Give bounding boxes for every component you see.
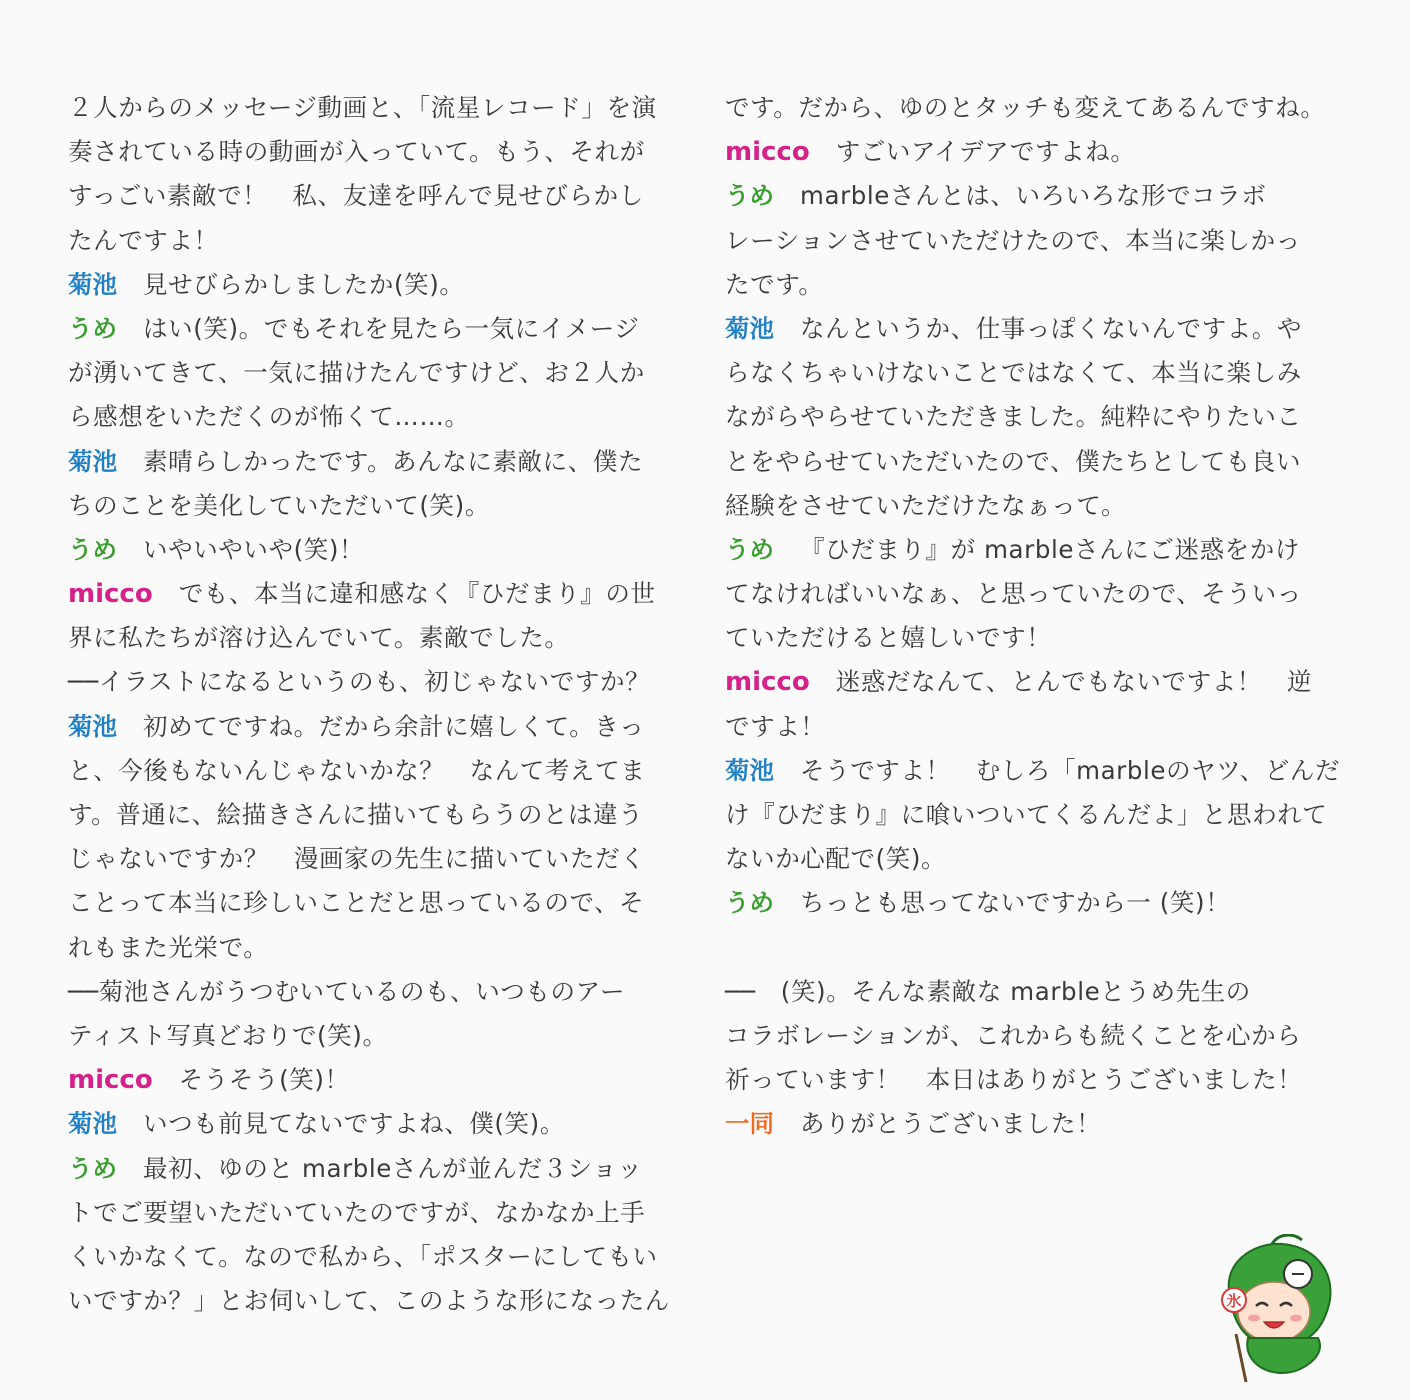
line-text: け『ひだまり』に喰いついてくるんだよ」と思われて — [725, 800, 1328, 829]
text-line — [68, 616, 658, 660]
line-text: じゃないですか？ 漫画家の先生に描いていただく — [68, 844, 646, 874]
text-line — [68, 1235, 658, 1279]
text-line — [68, 660, 658, 704]
text-line — [68, 86, 658, 130]
line-text: でも、本当に違和感なく『ひだまり』の世 — [178, 579, 656, 609]
speaker-name: micco — [725, 137, 810, 168]
line-text: いですか？」とお伺いして、このような形になったん — [68, 1286, 670, 1316]
badge-label: 氷 — [1226, 1292, 1242, 1310]
dialogue-line — [725, 130, 1315, 174]
line-text: と、今後もないんじゃないかな？ なんて考えてま — [68, 755, 646, 785]
text-line — [725, 1014, 1315, 1058]
text-line — [68, 174, 658, 218]
text-line — [725, 351, 1315, 395]
dialogue-line — [725, 307, 1315, 351]
text-line — [725, 616, 1315, 660]
speaker-name: うめ — [68, 1153, 117, 1183]
line-text: 初めてですね。だから余計に嬉しくて。きっ — [143, 711, 645, 741]
text-line — [725, 926, 1315, 970]
line-text: ティスト写真どおりで(笑)。 — [68, 1020, 388, 1050]
line-text: です。だから、ゆのとタッチも変えてあるんですね。 — [725, 93, 1326, 122]
speaker-name: うめ — [68, 313, 117, 343]
dialogue-line — [725, 749, 1341, 793]
text-line — [725, 219, 1315, 263]
line-text: 奏されている時の動画が入っていて。もう、それが — [68, 137, 645, 167]
speaker-name: micco — [725, 667, 810, 698]
text-line — [725, 86, 1326, 130]
line-text: ないか心配で(笑)。 — [725, 844, 947, 874]
line-text: ことって本当に珍しいことだと思っているので、そ — [68, 888, 645, 918]
line-text: すごいアイデアですよね。 — [835, 137, 1136, 167]
line-text: 経験をさせていただけたなぁって。 — [725, 490, 1127, 520]
text-line — [68, 749, 658, 793]
line-text: レーションさせていただけたので、本当に楽しかっ — [725, 225, 1301, 255]
speaker-name: 菊池 — [68, 1109, 117, 1139]
line-text: ２人からのメッセージ動画と、「流星レコード」を演 — [68, 93, 657, 122]
dialogue-line — [68, 263, 658, 307]
line-text: が湧いてきて、一気に描けたんですけど、お２人か — [68, 358, 645, 388]
dialogue-line — [725, 528, 1315, 572]
speaker-name: micco — [68, 579, 153, 610]
text-line — [68, 1191, 658, 1235]
dialogue-line — [725, 881, 1315, 925]
line-text: ていただけると嬉しいです！ — [725, 623, 1052, 653]
line-text: はい(笑)。でもそれを見たら一気にイメージ — [143, 313, 640, 343]
line-text: ──菊池さんがうつむいているのも、いつものアー — [68, 976, 626, 1006]
text-line — [725, 793, 1328, 837]
text-line — [68, 881, 658, 925]
text-line — [68, 837, 658, 881]
line-text: てなければいいなぁ、と思っていたので、そういっ — [725, 579, 1302, 609]
line-text: 界に私たちが溶け込んでいて。素敵でした。 — [68, 623, 570, 653]
line-text: トでご要望いただいていたのですが、なかなか上手 — [68, 1197, 646, 1227]
dialogue-line — [725, 174, 1315, 218]
line-text: 迷惑だなんて、とんでもないですよ！ 逆 — [835, 667, 1313, 697]
text-line — [725, 572, 1315, 616]
speaker-name: 一同 — [725, 1109, 774, 1139]
line-text: そうですよ！ むしろ「marbleのヤツ、どんだ — [800, 755, 1341, 785]
line-text: れもまた光栄で。 — [68, 932, 269, 962]
line-text: ありがとうございました！ — [800, 1109, 1102, 1139]
dialogue-line — [68, 1102, 658, 1146]
line-text: ── (笑)。そんな素敵な marbleとうめ先生の — [725, 976, 1251, 1006]
line-text: す。普通に、絵描きさんに描いてもらうのとは違う — [68, 800, 644, 829]
speaker-name: うめ — [725, 181, 774, 211]
line-text: くいかなくて。なので私から、「ポスターにしてもい — [68, 1241, 658, 1271]
dialogue-line — [68, 307, 658, 351]
line-text: ──イラストになるというのも、初じゃないですか？ — [68, 667, 651, 697]
line-text: とをやらせていただいたので、僕たちとしても良い — [725, 446, 1302, 476]
text-line — [725, 263, 1315, 307]
line-text: ですよ！ — [725, 711, 826, 741]
line-text: ちのことを美化していただいて(笑)。 — [68, 490, 490, 520]
speaker-name: 菊池 — [68, 711, 117, 741]
line-text: 祈っています！ 本日はありがとうございました！ — [725, 1065, 1303, 1095]
text-line — [725, 837, 1315, 881]
dialogue-line — [68, 440, 658, 484]
text-line — [68, 970, 658, 1014]
text-line — [68, 351, 658, 395]
line-text: ら感想をいただくのが怖くて……。 — [68, 402, 470, 432]
line-text: すっごい素敵で！ 私、友達を呼んで見せびらかし — [68, 181, 644, 211]
line-text: 『ひだまり』が marbleさんにご迷惑をかけ — [800, 534, 1300, 564]
text-line — [725, 970, 1315, 1014]
line-text: 最初、ゆのと marbleさんが並んだ３ショッ — [143, 1153, 643, 1183]
line-text: なんというか、仕事っぽくないんですよ。や — [800, 313, 1302, 343]
speaker-name: うめ — [725, 888, 774, 918]
line-text: 素晴らしかったです。あんなに素敵に、僕た — [143, 446, 644, 476]
speaker-name: 菊池 — [68, 446, 117, 476]
text-line — [68, 1014, 658, 1058]
text-line — [68, 484, 658, 528]
text-line — [68, 395, 658, 439]
text-line — [68, 219, 658, 263]
line-text: そうそう(笑)！ — [178, 1065, 350, 1095]
speaker-name: micco — [68, 1065, 153, 1096]
text-line — [68, 926, 658, 970]
right-column — [725, 86, 1341, 1147]
line-text: 見せびらかしましたか(笑)。 — [143, 269, 465, 299]
line-text: コラボレーションが、これからも続くことを心から — [725, 1020, 1302, 1050]
speaker-name: 菊池 — [725, 313, 774, 343]
text-line — [725, 395, 1315, 439]
dialogue-line — [725, 1102, 1315, 1146]
text-line — [725, 1058, 1315, 1102]
line-text: いつも前見てないですよね、僕(笑)。 — [143, 1109, 565, 1139]
text-line — [725, 705, 1315, 749]
text-line — [725, 484, 1315, 528]
line-text: ちっとも思ってないですから一 (笑)！ — [800, 888, 1231, 918]
left-column — [68, 86, 670, 1323]
text-line — [68, 793, 658, 837]
dialogue-line — [68, 572, 658, 616]
dialogue-line — [68, 528, 658, 572]
dialogue-line — [68, 1147, 658, 1191]
line-text: marbleさんとは、いろいろな形でコラボ — [800, 181, 1267, 211]
speaker-name: うめ — [725, 534, 774, 564]
text-line — [68, 130, 658, 174]
mascot-illustration — [1212, 1234, 1342, 1384]
line-text: らなくちゃいけないことではなくて、本当に楽しみ — [725, 358, 1302, 388]
text-line — [725, 440, 1315, 484]
line-text: ながらやらせていただきました。純粋にやりたいこ — [725, 402, 1302, 432]
speaker-name: 菊池 — [725, 755, 774, 785]
dialogue-line — [68, 705, 658, 749]
line-text: たんですよ！ — [68, 225, 219, 255]
speaker-name: うめ — [68, 534, 117, 564]
dialogue-line — [725, 660, 1315, 704]
line-text: たです。 — [725, 269, 824, 299]
text-line — [68, 1279, 670, 1323]
dialogue-line — [68, 1058, 658, 1102]
line-text: いやいやいや(笑)！ — [143, 534, 365, 564]
speaker-name: 菊池 — [68, 269, 117, 299]
